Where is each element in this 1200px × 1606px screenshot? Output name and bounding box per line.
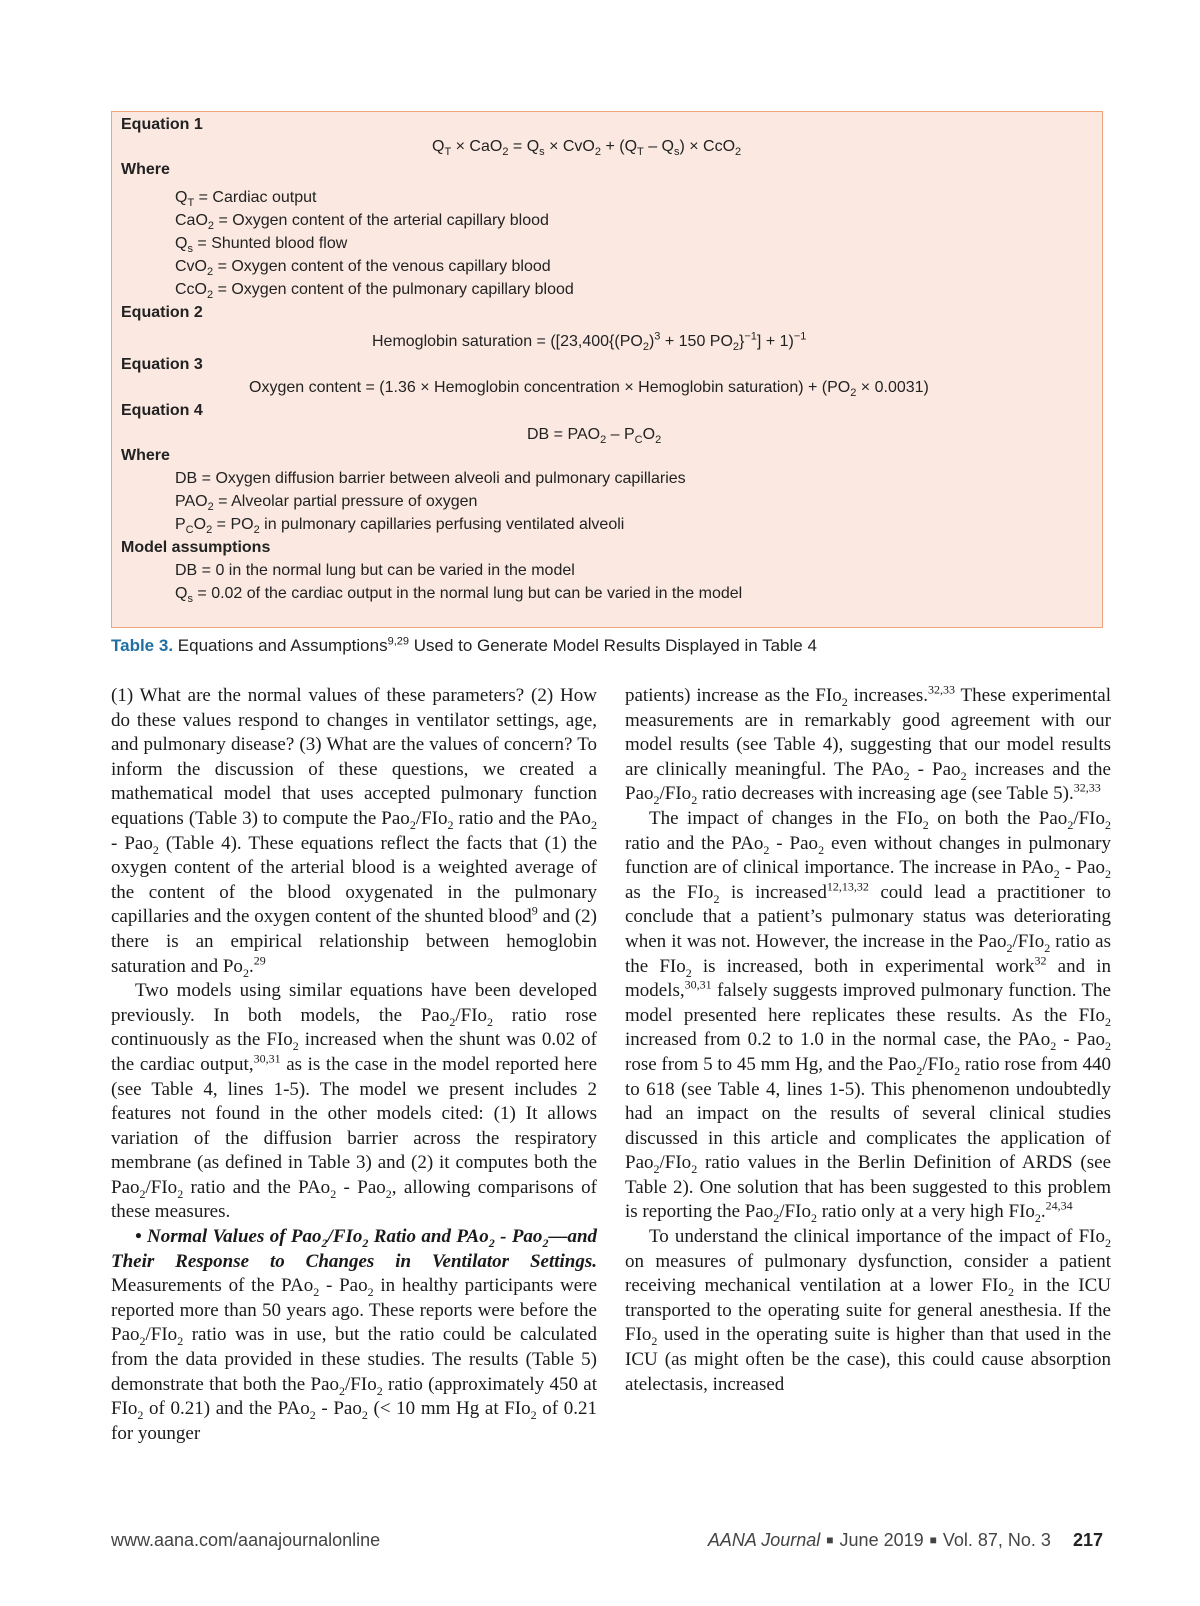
footer-url[interactable]: www.aana.com/aanajournalonline (111, 1530, 381, 1550)
assumption: $Q_s = 0.02$ of the cardiac output in the normal lung but can be varied in the model (175, 585, 743, 606)
paragraph: To understand the clinical importance of the impact of FIo$_2$ on measures of pulmonary dysfunction, consider a patient receiving mechanical ventilation at a lower FIo$_2$ in the ICU transported to the operating suite for general anesthesia. If the FIo$_2$ used in the operating suite is higher than that used in the ICU (as might often be the case), this could cause absorption atelectasis, increased (625, 1226, 1111, 1395)
definition: $P_CO_2 = PO_2$ in pulmonary capillaries perfusing ventilated alveoli (175, 516, 625, 537)
paragraph: • Normal Values of Pao$_2$/FIo$_2$ Ratio and PAo$_2$ - Pao$_2$—and Their Response to Changes in Ventilator Settings. Measurements of the PAo$_2$ - Pao$_2$ in healthy participants were reported more than 50 years ago. These reports were before the Pao$_2$/FIo$_2$ ratio was in use, but the ratio could be calculated from the data provided in these studies. The results (Table 5) demonstrate that both the Pao$_2$/FIo$_2$ ratio (approximately 450 at FIo$_2$ of 0.21) and the PAo$_2$ - Pao$_2$ (< 10 mm Hg at FIo$_2$ of 0.21 for younger (111, 1226, 598, 1444)
equation-3: Oxygen content = (1.36 × Hemoglobin concentration × Hemoglobin saturation) + $(PO_2 \times 0.0031)$ (249, 379, 929, 400)
definition: $Q_s$ = Shunted blood flow (175, 235, 348, 256)
assumption: DB = 0 in the normal lung but can be varied in the model (175, 562, 575, 579)
equation-2-label: Equation 2 (121, 304, 203, 321)
definition: CaO$_2$ = Oxygen content of the arterial capillary blood (175, 212, 549, 233)
page-number: 217 (1072, 1530, 1103, 1550)
definition: $Q_T$ = Cardiac output (175, 189, 317, 210)
table-caption-label: Table 3. (111, 636, 174, 655)
equations-table (111, 111, 1103, 628)
equation-4: DB = $PAO_2 - P_CO_2$ (527, 426, 662, 447)
equation-3-label: Equation 3 (121, 356, 203, 373)
equation-1: $Q_T \times CaO_2 = Q_s \times CvO_2 + (Q_T - Q_s) \times CcO_2$ (432, 138, 742, 159)
right-column (625, 684, 1111, 1397)
definition: CvO$_2$ = Oxygen content of the venous capillary blood (175, 258, 551, 279)
paragraph: patients) increase as the FIo$_2$ increases.$^{32,33}$ These experimental measurements are in remarkably good agreement with our model results (see Table 4), suggesting that our model results are clinically meaningful. The PAo$_2$ - Pao$_2$ increases and the Pao$_2$/FIo$_2$ ratio decreases with increasing age (see Table 5).$^{32,33}$ (625, 682, 1111, 808)
where-label: Where (121, 161, 170, 178)
equation-1-label: Equation 1 (121, 116, 203, 133)
table-caption: Table 3. Equations and Assumptions$^{9,29}$ Used to Generate Model Results Displayed in Table 4 (111, 635, 817, 655)
section-heading: • Normal Values of Pao$_2$/FIo$_2$ Ratio and PAo$_2$ - Pao$_2$—and Their Response to Changes in Ventilator Settings. (111, 1226, 598, 1272)
definition: DB = Oxygen diffusion barrier between alveoli and pulmonary capillaries (175, 470, 686, 487)
definition: $PAO_2$ = Alveolar partial pressure of oxygen (175, 493, 478, 514)
volume-number: Vol. 87, No. 3 (942, 1530, 1051, 1550)
footer-citation (708, 1530, 1103, 1551)
paragraph: (1) What are the normal values of these parameters? (2) How do these values respond to changes in ventilator settings, age, and pulmonary disease? (3) What are the values of concern? To inform the discussion of these questions, we created a mathematical model that uses accepted pulmonary function equations (Table 3) to compute the Pao$_2$/FIo$_2$ ratio and the PAo$_2$ - Pao$_2$ (Table 4). These equations reflect the facts that (1) the oxygen content of the arterial blood is a weighted average of the content of the blood oxygenated in the pulmonary capillaries and the oxygen content of the shunted blood$^9$ and (2) there is an empirical relationship between hemoglobin saturation and $Po_2.^{29}$ (111, 685, 598, 980)
left-column (111, 684, 597, 1446)
where-label: Where (121, 447, 170, 464)
paragraph: The impact of changes in the FIo$_2$ on both the Pao$_2$/FIo$_2$ ratio and the PAo$_2$ - Pao$_2$ even without changes in pulmonary function are of clinical importance. The increase in PAo$_2$ - Pao$_2$ as the FIo$_2$ is increased$^{12,13,32}$ could lead a practitioner to conclude that a patient’s pulmonary status was deteriorating when it was not. However, the increase in the Pao$_2$/FIo$_2$ ratio as the FIo$_2$ is increased, both in experimental work$^{32}$ and in models,$^{30,31}$ falsely suggests improved pulmonary function. The model presented here replicates these results. As the FIo$_2$ increased from 0.2 to 1.0 in the normal case, the PAo$_2$ - Pao$_2$ rose from 5 to 45 mm Hg, and the Pao$_2$/FIo$_2$ ratio rose from 440 to 618 (see Table 4, lines 1-5). This phenomenon undoubtedly had an impact on the results of several clinical studies discussed in this article and complicates the application of Pao$_2$/FIo$_2$ ratio values in the Berlin Definition of ARDS (see Table 2). One solution that has been suggested to this problem is reporting the Pao$_2$/FIo$_2$ ratio only at a very high FIo$_2$.$^{24,34}$ (625, 807, 1112, 1226)
bullet-separator: ■ (826, 1533, 834, 1547)
equation-4-label: Equation 4 (121, 402, 203, 419)
model-assumptions-label: Model assumptions (121, 539, 271, 556)
paragraph: Two models using similar equations have been developed previously. In both models, the Pao$_2$/FIo$_2$ ratio rose continuously as the FIo$_2$ increased when the shunt was 0.02 of the cardiac output,$^{30,31}$ as is the case in the model reported here (see Table 4, lines 1-5). The model we present includes 2 features not found in the other models cited: (1) It allows variation of the diffusion barrier across the respiratory membrane (as defined in Table 3) and (2) it computes both the Pao$_2$/FIo$_2$ ratio and the PAo$_2$ - Pao$_2$, allowing comparisons of these measures. (111, 980, 597, 1223)
issue-date: June 2019 (839, 1530, 924, 1550)
definition: CcO$_2$ = Oxygen content of the pulmonary capillary blood (175, 281, 574, 302)
bullet-separator: ■ (929, 1533, 937, 1547)
equation-2: Hemoglobin saturation = ([$23,400\{(PO_2)^3 + 150$ $PO_2\}^{-1}] + 1)^{-1}$ (372, 330, 807, 354)
journal-name: AANA Journal (707, 1530, 821, 1550)
